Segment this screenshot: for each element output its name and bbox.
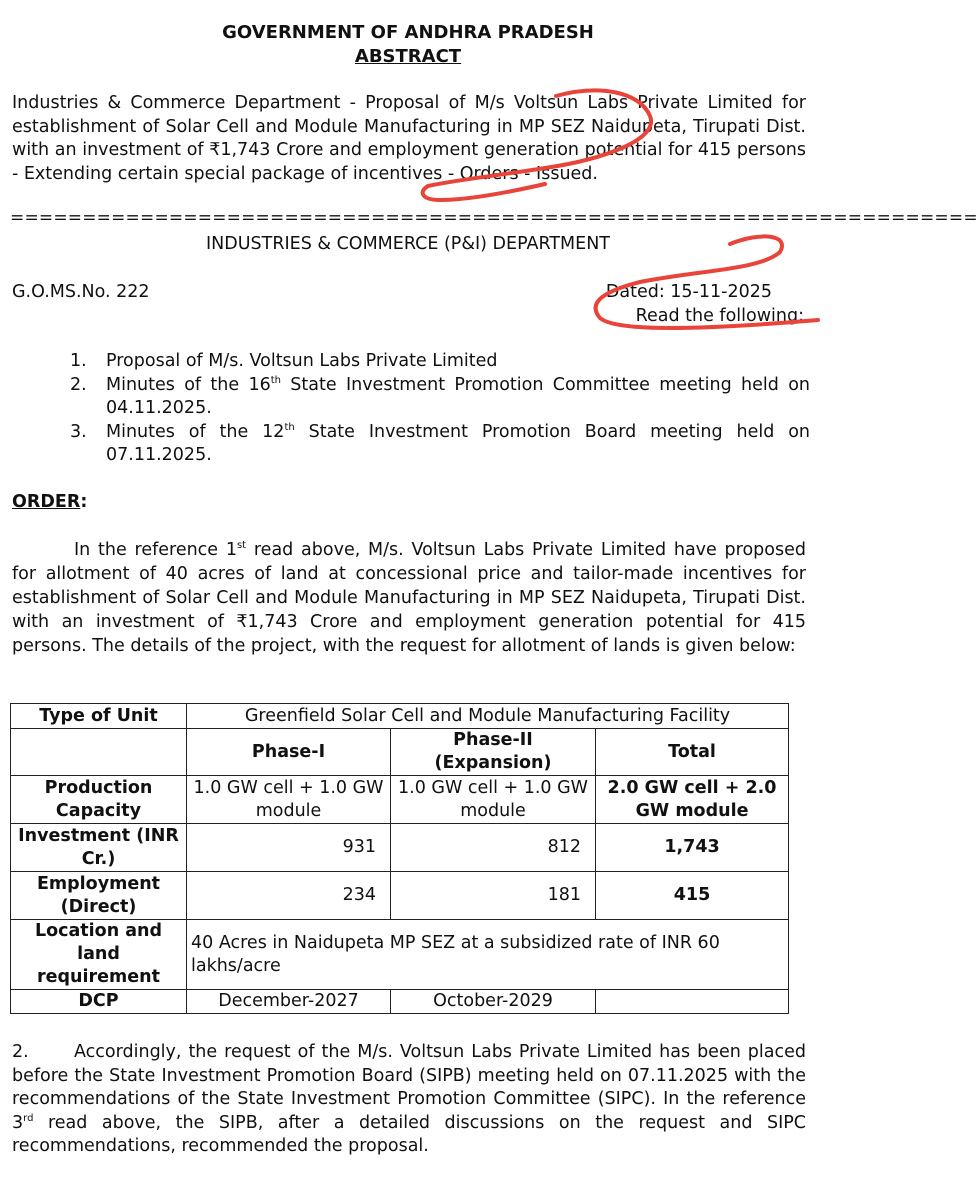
- order-paragraph-1: [12, 538, 806, 658]
- para2-number: 2.: [12, 1042, 29, 1062]
- reference-item: [70, 374, 810, 421]
- total-header: Total: [596, 729, 789, 776]
- table-row: [11, 776, 789, 824]
- reference-superscript: th: [284, 421, 295, 433]
- employment-total: 415: [596, 872, 789, 920]
- production-total: 2.0 GW cell + 2.0 GW module: [596, 776, 789, 824]
- para2-text: Accordingly, the request of the M/s. Voltsun Labs Private Limited has been placed before the State Investment Promotion Board (SIPB) meeting held on 07.11.2025 with the recommendations of the State Investment Promotion Committee (SIPC). In the reference 3: [12, 1042, 806, 1133]
- table-row: [11, 729, 789, 776]
- reference-text-cont: State Investment Promotion Board meeting held on 07.11.2025.: [106, 421, 811, 465]
- investment-phase1: 931: [187, 824, 391, 872]
- employment-label: Employment (Direct): [11, 872, 187, 920]
- para1-superscript: st: [236, 540, 247, 552]
- reference-item: [70, 350, 810, 374]
- dcp-phase1: December-2027: [187, 990, 391, 1014]
- table-row: [11, 704, 789, 729]
- reference-list: [70, 350, 810, 468]
- order-paragraph-2: [12, 1041, 806, 1159]
- reference-text-cont: State Investment Promotion Committee meeting held on 04.11.2025.: [106, 374, 810, 418]
- location-value: 40 Acres in Naidupeta MP SEZ at a subsidized rate of INR 60 lakhs/acre: [187, 920, 789, 990]
- location-label: Location and land requirement: [11, 920, 187, 990]
- table-row: [11, 872, 789, 920]
- project-details-table: [10, 703, 789, 1014]
- production-phase2: 1.0 GW cell + 1.0 GW module: [391, 776, 596, 824]
- investment-phase2: 812: [391, 824, 596, 872]
- para1-text-cont: read above, M/s. Voltsun Labs Private Limited have proposed for allotment of 40 acres of land at concessional price and tailor-made incentives for establishment of Solar Cell and Module Manufacturing in MP SEZ Naidupeta, Tirupati Dist. with an investment of ₹1,743 Crore and employment generation potential for 415 persons. The details of the project, with the request for allotment of lands is given below:: [12, 540, 806, 656]
- para1-text: In the reference 1: [74, 540, 237, 560]
- empty-header-cell: [11, 729, 187, 776]
- reference-superscript: th: [270, 374, 281, 386]
- reference-text: Proposal of M/s. Voltsun Labs Private Limited: [106, 351, 498, 371]
- table-row: [11, 990, 789, 1014]
- abstract-heading: ABSTRACT: [354, 46, 462, 67]
- reference-text: Minutes of the 16: [106, 374, 271, 395]
- separator-line: ===================================================================: [10, 208, 978, 228]
- production-capacity-label: Production Capacity: [11, 776, 187, 824]
- para2-text-cont: read above, the SIPB, after a detailed discussions on the request and SIPC recommendations, recommended the proposal.: [12, 1112, 806, 1156]
- order-colon: :: [80, 492, 88, 512]
- investment-total: 1,743: [596, 824, 789, 872]
- reference-number: 2.: [70, 374, 87, 395]
- dcp-phase2: October-2029: [391, 990, 596, 1014]
- dcp-label: DCP: [11, 990, 187, 1014]
- para2-superscript: rd: [23, 1112, 34, 1124]
- order-heading: [12, 492, 87, 512]
- phase1-header: Phase-I: [187, 729, 391, 776]
- table-row: [11, 824, 789, 872]
- reference-number: 3.: [70, 421, 87, 442]
- reference-text: Minutes of the 12: [106, 421, 285, 442]
- production-phase1: 1.0 GW cell + 1.0 GW module: [187, 776, 391, 824]
- type-of-unit-label: Type of Unit: [11, 704, 187, 729]
- investment-label: Investment (INR Cr.): [11, 824, 187, 872]
- employment-phase2: 181: [391, 872, 596, 920]
- type-of-unit-value: Greenfield Solar Cell and Module Manufacturing Facility: [187, 704, 789, 729]
- department-heading: INDUSTRIES & COMMERCE (P&I) DEPARTMENT: [206, 234, 610, 254]
- reference-item: [70, 421, 810, 468]
- reference-number: 1.: [70, 351, 87, 371]
- dcp-total: [596, 990, 789, 1014]
- government-heading: GOVERNMENT OF ANDHRA PRADESH: [222, 22, 594, 43]
- employment-phase1: 234: [187, 872, 391, 920]
- order-label: ORDER: [12, 492, 81, 512]
- go-date: Dated: 15-11-2025: [605, 282, 772, 302]
- table-row: [11, 920, 789, 990]
- abstract-text: Industries & Commerce Department - Proposal of M/s Voltsun Labs Private Limited for establishment of Solar Cell and Module Manufacturing in MP SEZ Naidupeta, Tirupati Dist. with an investment of ₹1,743 Crore and employment generation potential for 415 persons - Extending certain special package of incentives - Orders - Issued.: [12, 93, 806, 184]
- phase2-header: Phase-II (Expansion): [391, 729, 596, 776]
- read-following: Read the following:: [635, 306, 804, 326]
- go-number: G.O.MS.No. 222: [12, 282, 150, 302]
